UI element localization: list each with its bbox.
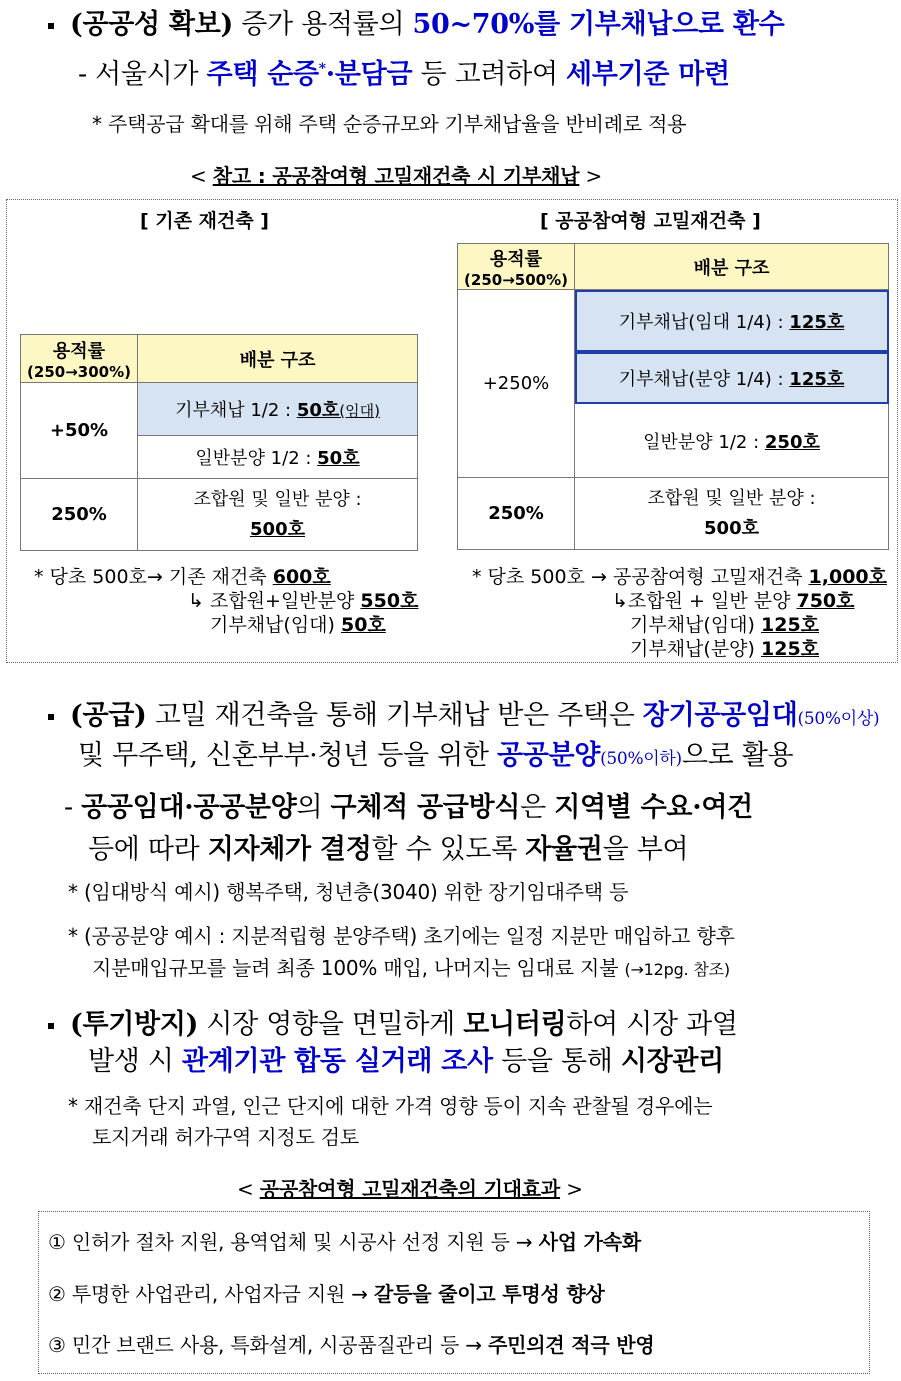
- bullet-icon: [48, 1023, 54, 1029]
- left-note2: ↳ 조합원+일반분양 550호: [188, 590, 419, 612]
- s3-line1: (투기방지) 시장 영향을 면밀하게 모니터링하여 시장 과열: [48, 1002, 738, 1041]
- left-r1-c1: 기부채납 1/2 : 50호(임대): [138, 383, 418, 436]
- right-h2: 배분 구조: [575, 244, 889, 290]
- s1-note: * 주택공급 확대를 위해 주택 순증규모와 기부채납율을 반비례로 적용: [92, 112, 687, 136]
- bullet-icon: [48, 23, 54, 29]
- right-r1-c1: 기부채납(임대 1/4) : 125호: [575, 290, 889, 352]
- effect-item-3: ③ 민간 브랜드 사용, 특화설계, 시공품질관리 등 → 주민의견 적극 반영: [48, 1333, 655, 1357]
- s2-note1: * (임대방식 예시) 행복주택, 청년층(3040) 위한 장기임대주택 등: [68, 880, 629, 904]
- s2-line1: (공급) 고밀 재건축을 통해 기부채납 받은 주택은 장기공공임대(50%이상): [48, 693, 879, 732]
- bullet-icon: [48, 714, 54, 720]
- right-h1: 용적률 (250→500%): [458, 244, 575, 290]
- s2-note3: 지분매입규모를 늘려 최종 100% 매입, 나머지는 임대료 지불 (→12pg. 참조): [92, 956, 730, 980]
- s2-note2: * (공공분양 예시 : 지분적립형 분양주택) 초기에는 일정 지분만 매입하고 향후: [68, 924, 735, 948]
- right-note4: 기부채납(분양) 125호: [630, 638, 820, 660]
- s2-line4: 등에 따라 지자체가 결정할 수 있도록 자율권을 부여: [88, 834, 689, 865]
- s2-line3: - 공공임대·공공분양의 구체적 공급방식은 지역별 수요·여건: [64, 792, 753, 823]
- right-r1-c2: 기부채납(분양 1/4) : 125호: [575, 352, 889, 404]
- right-table: [457, 243, 889, 550]
- right-r2a: 250%: [458, 478, 575, 550]
- left-note1: * 당초 500호→ 기존 재건축 600호: [34, 566, 331, 588]
- left-heading: [ 기존 재건축 ]: [140, 210, 269, 232]
- effect-item-2: ② 투명한 사업관리, 사업자금 지원 → 갈등을 줄이고 투명성 향상: [48, 1282, 605, 1306]
- right-note1: * 당초 500호 → 공공참여형 고밀재건축 1,000호: [472, 566, 887, 588]
- right-r2-c: 조합원 및 일반 분양 : 500호: [575, 478, 889, 550]
- s3-line2: 발생 시 관계기관 합동 실거래 조사 등을 통해 시장관리: [88, 1046, 724, 1077]
- ref-title: < 참고 : 공공참여형 고밀재건축 시 기부채납 >: [190, 164, 603, 188]
- effects-title: < 공공참여형 고밀재건축의 기대효과 >: [237, 1177, 583, 1201]
- right-note2: ↳조합원 + 일반 분양 750호: [612, 590, 855, 612]
- s3-note1: * 재건축 단지 과열, 인근 단지에 대한 가격 영향 등이 지속 관찰될 경우에는: [68, 1094, 713, 1118]
- right-heading: [ 공공참여형 고밀재건축 ]: [540, 210, 761, 232]
- left-r1-c2: 일반분양 1/2 : 50호: [138, 436, 418, 479]
- left-note3: 기부채납(임대) 50호: [210, 614, 386, 636]
- left-r2a: 250%: [21, 479, 138, 551]
- effect-item-1: ① 인허가 절차 지원, 용역업체 및 시공사 선정 지원 등 → 사업 가속화: [48, 1230, 641, 1254]
- left-h1: 용적률 (250→300%): [21, 335, 138, 383]
- left-r2-c: 조합원 및 일반 분양 : 500호: [138, 479, 418, 551]
- s1-line1: (공공성 확보) 증가 용적률의 50~70%를 기부채납으로 환수: [48, 2, 784, 41]
- left-h2: 배분 구조: [138, 335, 418, 383]
- s2-line2: 및 무주택, 신혼부부·청년 등을 위한 공공분양(50%이하)으로 활용: [78, 740, 794, 771]
- right-r1-c3: 일반분양 1/2 : 250호: [575, 404, 889, 478]
- right-r1a: +250%: [458, 290, 575, 478]
- s1-line2: - 서울시가 주택 순증*·분담금 등 고려하여 세부기준 마련: [78, 59, 730, 90]
- s3-note2: 토지거래 허가구역 지정도 검토: [92, 1125, 360, 1149]
- right-note3: 기부채납(임대) 125호: [630, 614, 820, 636]
- left-table: [20, 334, 418, 551]
- left-r1a: +50%: [21, 383, 138, 479]
